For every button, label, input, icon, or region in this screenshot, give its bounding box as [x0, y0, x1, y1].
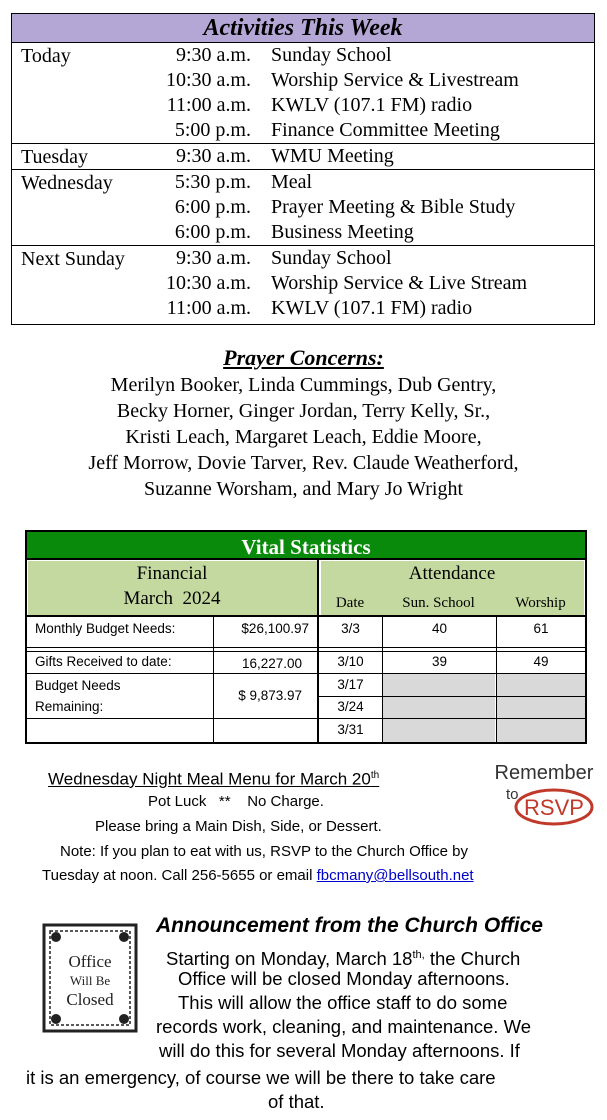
attendance-date: 3/3	[341, 621, 360, 636]
prayer-line: Kristi Leach, Margaret Leach, Eddie Moore,	[125, 426, 482, 448]
col-date-header: Date	[335, 595, 365, 611]
activity-row	[12, 170, 594, 195]
activity-time: 9:30 a.m.	[176, 145, 251, 167]
activity-time: 5:00 p.m.	[174, 119, 251, 141]
sign-ornament	[119, 932, 129, 942]
activity-group-tuesday	[12, 144, 594, 170]
activity-row	[12, 118, 594, 143]
monthly-budget-label: Monthly Budget Needs:	[35, 621, 176, 636]
announcement-line: it is an emergency, of course we will be there to take care	[26, 1067, 496, 1088]
sign-ornament	[119, 1014, 129, 1024]
vital-statistics-table	[25, 530, 587, 744]
activity-event: Meal	[271, 171, 313, 193]
activity-time: 6:00 p.m.	[174, 196, 251, 218]
budget-remaining-label-1: Budget Needs	[35, 678, 121, 693]
meal-line-potluck: Pot Luck ** No Charge.	[148, 793, 324, 810]
activity-time: 5:30 p.m.	[174, 171, 251, 193]
attendance-label: Attendance	[408, 563, 496, 584]
gifts-label: Gifts Received to date:	[35, 654, 172, 669]
meal-menu-title	[48, 765, 379, 791]
meal-line-note: Note: If you plan to eat with us, RSVP to the Church Office by	[60, 843, 468, 860]
announcement-title: Announcement from the Church Office	[156, 914, 543, 937]
gifts-value: 16,227.00	[241, 656, 302, 671]
rsvp-line-3: RSVP	[524, 795, 584, 820]
activity-group-wednesday	[12, 170, 594, 246]
announcement-sup: th,	[412, 949, 425, 961]
meal-contact-text: Tuesday at noon. Call 256-5655 or email	[42, 867, 317, 884]
announcement-line: records work, cleaning, and maintenance. We	[156, 1016, 531, 1037]
activity-event: Sunday School	[271, 44, 392, 66]
activity-time: 11:00 a.m.	[166, 94, 251, 116]
prayer-concerns-title: Prayer Concerns:	[223, 345, 384, 370]
activity-row	[12, 296, 594, 321]
attendance-sunday-school: 40	[431, 621, 448, 636]
activities-table	[11, 13, 595, 325]
activity-event: WMU Meeting	[271, 145, 394, 167]
financial-label: Financial	[136, 563, 208, 584]
vital-statistics-title: Vital Statistics	[27, 532, 585, 560]
attendance-date: 3/10	[337, 654, 364, 669]
attendance-worship: 49	[533, 654, 549, 669]
budget-remaining-value: $ 9,873.97	[238, 688, 302, 703]
activity-row	[12, 246, 594, 271]
activity-event: KWLV (107.1 FM) radio	[271, 297, 473, 319]
activity-group-next-sunday	[12, 246, 594, 324]
prayer-line: Becky Horner, Ginger Jordan, Terry Kelly, Sr.,	[116, 400, 491, 422]
activity-time: 9:30 a.m.	[176, 247, 251, 269]
rsvp-line-1: Remember	[494, 762, 594, 784]
activities-title: Activities This Week	[12, 14, 594, 43]
activity-time: 10:30 a.m.	[166, 69, 251, 91]
activity-time: 10:30 a.m.	[166, 272, 251, 294]
activity-event: KWLV (107.1 FM) radio	[271, 94, 473, 116]
monthly-budget-value: $26,100.97	[241, 621, 309, 636]
remember-rsvp-badge	[492, 757, 596, 829]
announcement-line: will do this for several Monday afternoons. If	[159, 1040, 520, 1061]
attendance-date: 3/31	[337, 722, 364, 737]
activity-day: Wednesday	[21, 172, 113, 194]
activity-row	[12, 144, 594, 169]
activity-row	[12, 43, 594, 68]
activity-time: 6:00 p.m.	[174, 221, 251, 243]
activity-row	[12, 93, 594, 118]
announcement-text: the Church	[424, 948, 521, 970]
prayer-line: Jeff Morrow, Dovie Tarver, Rev. Claude Weatherford,	[88, 452, 519, 474]
attendance-date: 3/24	[337, 699, 364, 714]
meal-line-contact	[42, 866, 474, 886]
meal-title-suffix: th	[370, 770, 380, 781]
activity-event: Prayer Meeting & Bible Study	[271, 196, 516, 218]
grid-line	[27, 673, 585, 674]
sign-line-2: Will Be	[69, 973, 111, 988]
prayer-line: Suzanne Worsham, and Mary Jo Wright	[143, 478, 463, 500]
sign-ornament	[51, 932, 61, 942]
attendance-sunday-school: 39	[431, 654, 448, 669]
activity-day: Tuesday	[21, 146, 89, 168]
rsvp-line-2: to	[506, 786, 519, 803]
activity-group-today	[12, 43, 594, 144]
empty-cell	[497, 719, 585, 742]
activity-day: Next Sunday	[21, 248, 125, 270]
activity-event: Finance Committee Meeting	[271, 119, 500, 141]
grid-line	[27, 647, 585, 648]
prayer-line: Merilyn Booker, Linda Cummings, Dub Gentry,	[110, 374, 497, 396]
grid-line	[27, 651, 585, 652]
col-worship-header: Worship	[515, 595, 566, 611]
attendance-date: 3/17	[337, 677, 364, 692]
office-closed-sign	[42, 923, 138, 1033]
prayer-concerns-list	[0, 372, 607, 502]
sign-ornament	[51, 1014, 61, 1024]
announcement-text: Starting on Monday, March 18	[166, 948, 413, 970]
announcement-line: of that.	[268, 1091, 325, 1112]
attendance-worship: 61	[533, 621, 549, 636]
announcement-line: This will allow the office staff to do some	[178, 992, 508, 1013]
col-sunday-school-header: Sun. School	[402, 595, 475, 611]
empty-cell	[383, 719, 495, 742]
grid-line	[319, 696, 585, 697]
sign-line-3: Closed	[66, 990, 114, 1009]
activity-time: 11:00 a.m.	[166, 297, 251, 319]
meal-line-bring: Please bring a Main Dish, Side, or Dessert.	[95, 818, 382, 835]
activity-row	[12, 220, 594, 245]
grid-line	[27, 718, 585, 719]
activity-event: Business Meeting	[271, 221, 414, 243]
activity-event: Worship Service & Livestream	[271, 69, 519, 91]
grid-line	[27, 615, 585, 617]
activity-event: Sunday School	[271, 247, 392, 269]
financial-period: March 2024	[123, 588, 221, 609]
email-link[interactable]: fbcmany@bellsouth.net	[316, 867, 474, 884]
announcement-line: Office will be closed Monday afternoons.	[178, 968, 510, 989]
activity-time: 9:30 a.m.	[176, 44, 251, 66]
sign-line-1: Office	[68, 952, 112, 971]
budget-remaining-label-2: Remaining:	[35, 699, 104, 714]
meal-title-text: Wednesday Night Meal Menu for March 20	[48, 769, 371, 789]
activity-row	[12, 68, 594, 93]
activity-event: Worship Service & Live Stream	[271, 272, 528, 294]
activity-day: Today	[21, 45, 71, 67]
activity-row	[12, 195, 594, 220]
activity-row	[12, 271, 594, 296]
